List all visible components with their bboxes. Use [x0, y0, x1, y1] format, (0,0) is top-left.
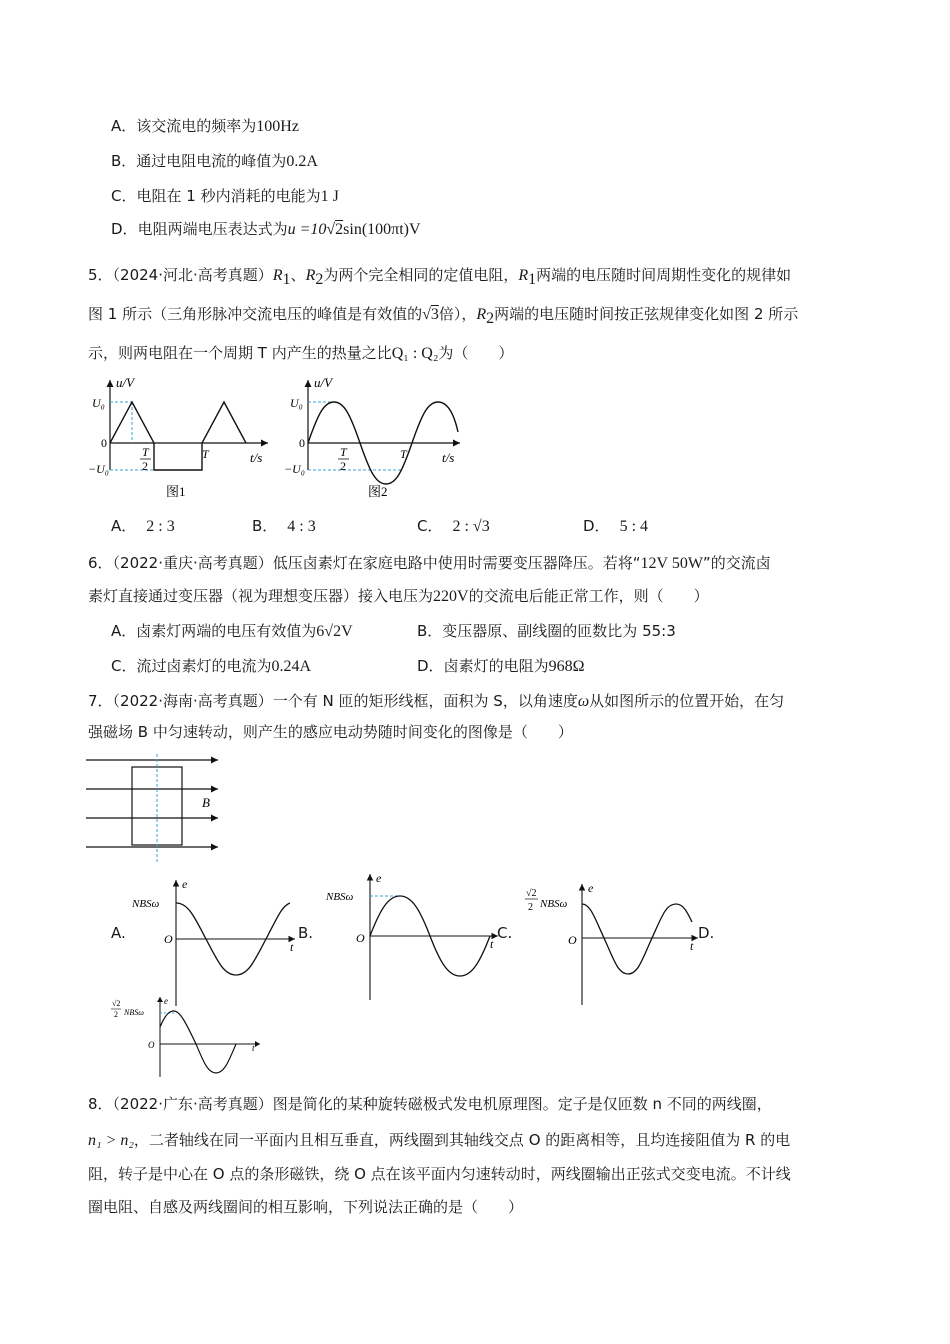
svg-text:t/s: t/s	[442, 450, 455, 465]
q6-option-c: C．流过卤素灯的电流为0.24A	[111, 657, 312, 675]
q6-option-b: B．变压器原、副线圈的匝数比为 55:3	[417, 622, 676, 640]
svg-text:2: 2	[114, 1010, 118, 1019]
q4-option-a: A．该交流电的频率为100Hz	[111, 117, 299, 135]
svg-text:O: O	[356, 931, 365, 945]
svg-text:e: e	[164, 996, 168, 1006]
q5-option-b: B． 4 : 3	[252, 517, 316, 535]
fig1-axis-u: u/V	[116, 375, 135, 390]
svg-text:T: T	[400, 447, 407, 461]
q7-graph-a	[130, 876, 300, 1011]
q8-line2: n₁ > n₂，二者轴线在同一平面内且相互垂直，两线圈到其轴线交点 O 的距离相等，且均连接阻值为 R 的电	[88, 1131, 791, 1149]
q7-option-c-label: C.	[497, 924, 513, 942]
q8-line4: 圈电阻、自感及两线圈间的相互影响，下列说法正确的是（ ）	[88, 1198, 524, 1216]
q7-option-a-label: A.	[111, 924, 126, 942]
q6-option-a: A．卤素灯两端的电压有效值为6√2V	[111, 622, 353, 640]
q5-line3: 示，则两电阻在一个周期 T 内产生的热量之比Q₁ : Q₂为（ ）	[88, 344, 514, 362]
svg-text:e: e	[588, 881, 594, 895]
svg-text:√2: √2	[112, 999, 121, 1008]
svg-text:2: 2	[142, 459, 148, 473]
svg-text:T: T	[340, 445, 347, 459]
q6-option-d: D．卤素灯的电阻为968Ω	[417, 657, 585, 675]
svg-text:t: t	[690, 939, 694, 953]
svg-text:0: 0	[299, 436, 305, 450]
q4-option-b: B．通过电阻电流的峰值为0.2A	[111, 152, 318, 170]
svg-text:NBSω: NBSω	[132, 898, 160, 910]
fig1-zero: 0	[101, 436, 107, 450]
q6-line2: 素灯直接通过变压器（视为理想变压器）接入电压为220V的交流电后能正常工作，则（ ）	[88, 587, 709, 605]
svg-text:u/V: u/V	[314, 375, 333, 390]
fig1-caption: 图1	[166, 484, 186, 499]
svg-text:e: e	[376, 871, 382, 885]
q7-graph-b	[322, 870, 502, 1005]
q8-line1: 8．（2022·广东·高考真题）图是简化的某种旋转磁极式发电机原理图。定子是仅匝数 n 不同的两线圈，	[88, 1095, 772, 1113]
svg-text:t: t	[490, 937, 494, 951]
svg-text:e: e	[182, 877, 188, 891]
q5-line1: 5．（2024·河北·高考真题）$R_1$、$R_2$为两个完全相同的定值电阻，$R_1$两端的电压随时间周期性变化的规律如	[88, 266, 792, 288]
fig1-u0: U₀	[92, 396, 105, 410]
q4-option-d: D．电阻两端电压表达式为u =10√2sin(100πt)V	[111, 220, 421, 238]
q5-figure-2	[282, 372, 472, 502]
q7-option-b-label: B.	[298, 924, 314, 942]
q8-line3: 阻，转子是中心在 O 点的条形磁铁，绕 O 点在该平面内匀速转动时，两线圈输出正弦式交变电流。不计线	[88, 1165, 791, 1183]
q5-option-d: D． 5 : 4	[583, 517, 649, 535]
svg-text:O: O	[164, 932, 173, 946]
fig1-axis-t: t/s	[250, 450, 263, 465]
q5-option-c: C． 2 : √3	[417, 517, 490, 535]
q7-field-label: B	[202, 795, 210, 810]
svg-text:NBSω: NBSω	[540, 898, 568, 910]
fig1-neg-u0: −U₀	[88, 462, 109, 476]
q5-figure-1	[88, 372, 278, 502]
svg-text:−U₀: −U₀	[284, 462, 305, 476]
svg-text:2: 2	[528, 902, 533, 913]
svg-text:NBSω: NBSω	[124, 1008, 144, 1017]
svg-text:NBSω: NBSω	[326, 891, 354, 903]
svg-text:2: 2	[340, 459, 346, 473]
svg-text:T: T	[142, 445, 149, 459]
sqrt-sign: √	[326, 221, 336, 238]
svg-text:T: T	[202, 447, 209, 461]
q7-field-diagram	[84, 752, 234, 867]
svg-text:O: O	[568, 933, 577, 947]
svg-text:t: t	[290, 940, 294, 954]
q7-option-d-label: D.	[698, 924, 715, 942]
q4-option-c: C．电阻在 1 秒内消耗的电能为1 J	[111, 187, 339, 205]
fig2-caption: 图2	[368, 484, 388, 499]
svg-text:t: t	[252, 1043, 255, 1053]
svg-text:O: O	[148, 1040, 155, 1050]
q7-graph-c	[520, 880, 705, 1010]
q7-line2: 强磁场 B 中匀速转动，则产生的感应电动势随时间变化的图像是（ ）	[88, 723, 573, 741]
q5-line2: 图 1 所示（三角形脉冲交流电压的峰值是有效值的√3倍），$R_2$两端的电压随时间按正弦规律变化如图 2 所示	[88, 305, 799, 327]
svg-text:√2: √2	[526, 888, 537, 899]
q5-option-a: A． 2 : 3	[111, 517, 175, 535]
q7-line1: 7．（2022·海南·高考真题）一个有 N 匝的矩形线框，面积为 S，以角速度ω从如图所示的位置开始，在匀	[88, 692, 785, 710]
svg-text:U₀: U₀	[290, 396, 303, 410]
q6-line1: 6．（2022·重庆·高考真题）低压卤素灯在家庭电路中使用时需要变压器降压。若将“12V 50W”的交流卤	[88, 554, 771, 572]
q7-graph-d	[108, 995, 268, 1080]
